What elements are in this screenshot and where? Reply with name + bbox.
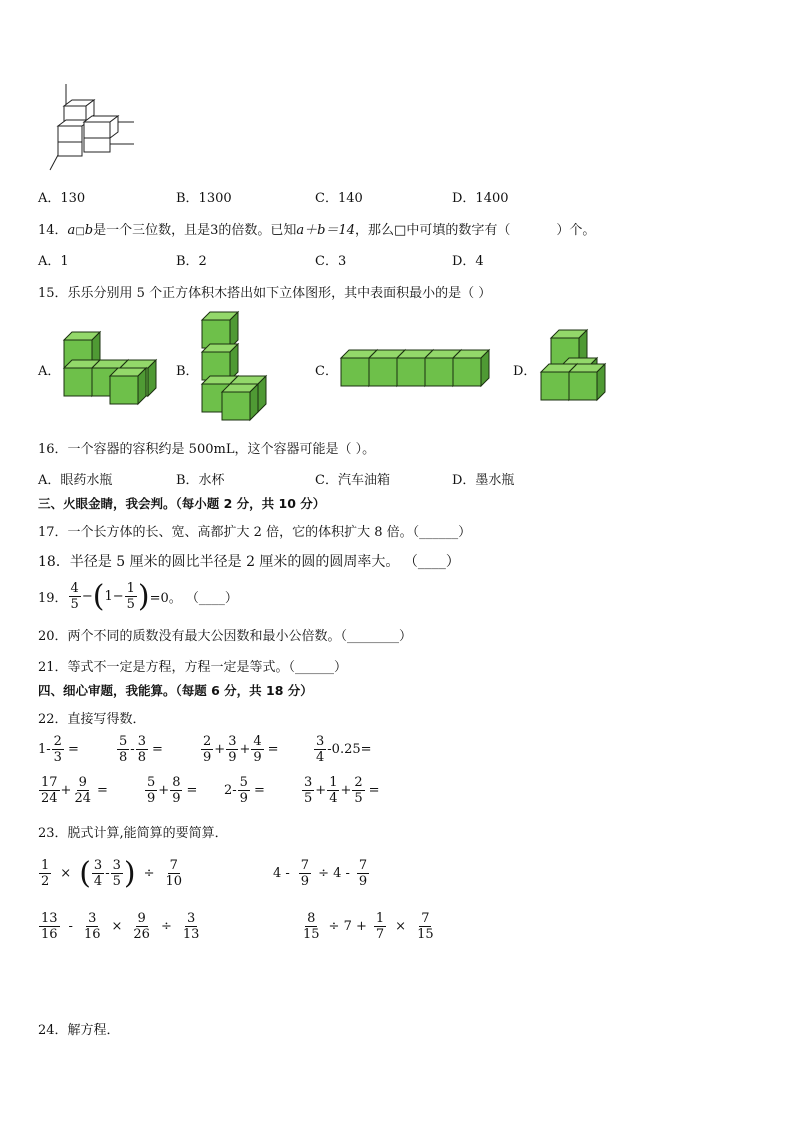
q13-option-b[interactable]: B．1300: [176, 191, 232, 206]
q14-text-3: ，那么□中可填的数字有（: [355, 223, 511, 238]
q19-minus-2: −: [112, 589, 124, 604]
q22-expr-1: 1- $\frac{2}{3}$ =: [38, 734, 79, 765]
q14-option-a[interactable]: A．1: [38, 254, 69, 269]
q23-title: 23．脱式计算,能简算的要简算．: [38, 826, 228, 841]
q15-label-a[interactable]: A．: [38, 364, 61, 379]
q22-expr-6: $\frac{5}{9}$ + $\frac{8}{9}$ =: [147, 775, 198, 806]
q13-option-c[interactable]: C．140: [315, 191, 363, 206]
q14-option-b[interactable]: B．2: [176, 254, 207, 269]
q19-number: 19．: [38, 591, 68, 606]
q21: 21．等式不一定是方程，方程一定是等式。（______）: [38, 660, 348, 675]
q14-question: [38, 219, 595, 238]
cube: [569, 364, 605, 400]
q14-box: □: [75, 226, 85, 237]
q19-tail: =0。 （____）: [149, 591, 238, 606]
q14-equation: a＋b＝14: [296, 223, 356, 238]
q24-title: 24．解方程．: [38, 1023, 120, 1038]
cube: [202, 312, 238, 348]
q15-question: 15．乐乐分别用 5 个正方体积木搭出如下立体图形，其中表面积最小的是（ ）: [38, 286, 492, 301]
q14-option-d[interactable]: D．4: [452, 254, 484, 269]
q19-paren-open: (: [92, 578, 105, 614]
q22-title: 22．直接写得数．: [38, 712, 146, 727]
q23-expr-2: 4 - $\frac{7}{9}$ ÷ 4 - $\frac{7}{9}$: [273, 858, 368, 889]
q22-expr-2: $\frac{5}{8}$ - $\frac{3}{8}$ =: [119, 734, 163, 765]
q15-figure-a: [64, 330, 164, 406]
cube: [202, 344, 238, 380]
q19-fraction-1: $\frac{4}{5}$: [70, 581, 79, 612]
q14-option-c[interactable]: C．3: [315, 254, 347, 269]
q16-option-c[interactable]: C．汽车油箱: [315, 473, 390, 488]
q14-three: 3: [210, 223, 219, 238]
q23-expr-3: $\frac{13}{16}$ - $\frac{3}{16}$ × $\frac{9}{26}$ ÷ $\frac{3}{13}$: [41, 911, 200, 942]
q18: 18．半径是 5 厘米的圆比半径是 2 厘米的圆的圆周率大。 （____）: [38, 554, 460, 570]
q16-option-d[interactable]: D．墨水瓶: [452, 473, 515, 488]
q14-number: 14．: [38, 223, 68, 238]
section-4-heading: 四、细心审题，我能算。（每题 6 分，共 18 分）: [38, 683, 313, 698]
q22-expr-8: $\frac{3}{5}$ + $\frac{1}{4}$ + $\frac{2}{5}$ =: [304, 775, 380, 806]
q13-option-a[interactable]: A．130: [38, 191, 86, 206]
q16-question: 16．一个容器的容积约是 500mL，这个容器可能是（ ）。: [38, 442, 376, 457]
q14-text-1: 是一个三位数，且是: [93, 223, 211, 238]
cube: [222, 384, 258, 420]
q14-text-4: ）个。: [556, 223, 596, 238]
cube: [110, 368, 146, 404]
q15-figure-d: [541, 328, 621, 404]
q20: 20．两个不同的质数没有最大公因数和最小公倍数。（________）: [38, 629, 413, 644]
q23-expr-1: $\frac{1}{2}$ × ( $\frac{3}{4}$ - $\frac{3}{5}$ ) ÷ $\frac{7}{10}$: [41, 855, 183, 891]
q19-minus: −: [81, 589, 93, 604]
q19-paren-close: ): [137, 578, 150, 614]
q22-expr-3: $\frac{2}{9}$ + $\frac{3}{9}$ + $\frac{4}{9}$ =: [203, 734, 279, 765]
section-3-heading: 三、火眼金睛，我会判。（每小题 2 分，共 10 分）: [38, 496, 326, 511]
q22-expr-4: $\frac{3}{4}$ -0.25=: [316, 734, 372, 765]
q15-label-b[interactable]: B．: [176, 364, 199, 379]
q14-digit-a: a: [67, 223, 76, 238]
q14-text-2: 的倍数。已知: [218, 223, 297, 238]
q13-cube-figure: [44, 82, 144, 174]
q19-fraction-2: $\frac{1}{5}$: [126, 581, 135, 612]
q15-label-c[interactable]: C．: [315, 364, 338, 379]
cube: [453, 350, 489, 386]
q15-label-d[interactable]: D．: [513, 364, 537, 379]
q15-figure-b: [202, 312, 282, 416]
q16-option-a[interactable]: A．眼药水瓶: [38, 473, 113, 488]
q14-digit-b: b: [84, 223, 94, 238]
q16-option-b[interactable]: B．水杯: [176, 473, 225, 488]
q22-expr-5: $\frac{17}{24}$ + $\frac{9}{24}$ =: [41, 775, 108, 806]
q15-figure-c: [341, 348, 501, 388]
q13-option-d[interactable]: D．1400: [452, 191, 509, 206]
q22-expr-7: 2- $\frac{5}{9}$ =: [224, 775, 265, 806]
q17: 17．一个长方体的长、宽、高都扩大 2 倍，它的体积扩大 8 倍。（______）: [38, 525, 472, 540]
q19-one: 1: [104, 589, 113, 604]
q19: [38, 578, 238, 614]
q23-expr-4: $\frac{8}{15}$ ÷ 7 + $\frac{1}{7}$ × $\frac{7}{15}$: [303, 911, 434, 942]
